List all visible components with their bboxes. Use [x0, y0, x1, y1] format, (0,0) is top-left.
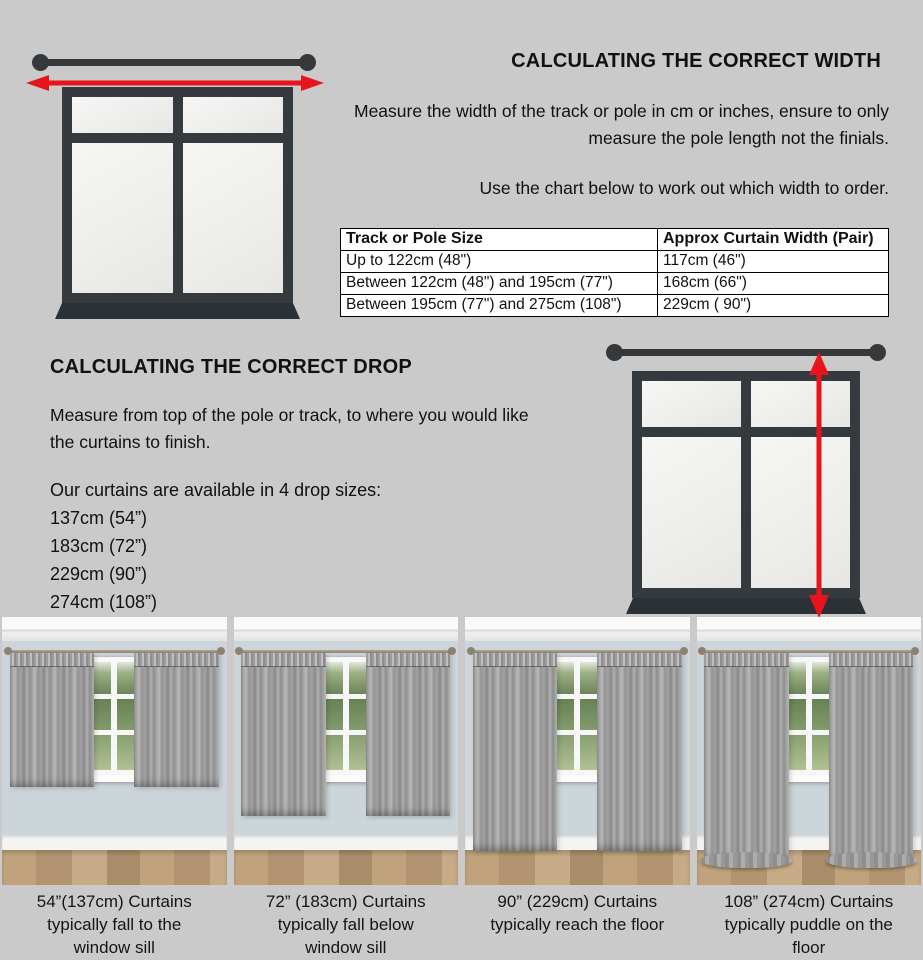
right-curtain	[134, 653, 218, 787]
window-sill-graphic	[55, 303, 300, 319]
right-curtain	[829, 653, 913, 863]
left-curtain	[10, 653, 94, 787]
drop-instructions: Measure from top of the pole or track, to where you would like the curtains to finish.	[50, 405, 529, 452]
wood-floor	[465, 850, 690, 885]
drop-sizes-intro: Our curtains are available in 4 drop sizes:	[50, 480, 382, 500]
drop-example-card	[234, 617, 459, 959]
track-size-cell: Up to 122cm (48")	[341, 251, 658, 273]
ceiling-cornice-graphic	[2, 617, 227, 641]
drop-size-item: 274cm (108”)	[50, 592, 158, 612]
skirting-board	[2, 835, 227, 850]
left-curtain	[704, 653, 788, 863]
curtain-pole-graphic	[36, 59, 312, 66]
table-header-row	[341, 229, 889, 251]
chart-instruction: Use the chart below to work out which width to order.	[479, 178, 889, 198]
track-size-cell: Between 195cm (77") and 275cm (108")	[341, 295, 658, 317]
drop-example-card	[2, 617, 227, 959]
curtain-width-cell: 229cm ( 90")	[658, 295, 889, 317]
table-row	[341, 273, 889, 295]
curtain-pole-graphic	[610, 349, 882, 356]
window-pane	[751, 381, 850, 427]
size-chart-table	[340, 228, 889, 317]
window-mullion	[111, 662, 117, 770]
window-mullion	[343, 662, 349, 770]
drop-section-title: CALCULATING THE CORRECT DROP	[50, 356, 412, 378]
drop-size-item: 137cm (54”)	[50, 508, 148, 528]
skirting-board	[234, 835, 459, 850]
window-pane	[72, 97, 173, 133]
width-section	[333, 50, 889, 199]
drop-measure-arrow-icon	[806, 352, 832, 618]
ceiling-cornice-graphic	[234, 617, 459, 641]
drop-example-card	[697, 617, 922, 959]
drop-example-caption: 108” (274cm) Curtains typically puddle on the floor	[724, 892, 894, 957]
col-header-curtain-width: Approx Curtain Width (Pair)	[658, 229, 889, 251]
window-pane	[72, 143, 173, 293]
curtain-width-cell: 168cm (66")	[658, 273, 889, 295]
drop-size-item: 229cm (90”)	[50, 564, 148, 584]
drop-examples-row	[0, 617, 923, 959]
col-header-track-size: Track or Pole Size	[341, 229, 658, 251]
ceiling-cornice-graphic	[697, 617, 922, 641]
drop-example-caption: 72” (183cm) Curtains typically fall below window sill	[265, 892, 426, 957]
left-curtain	[241, 653, 325, 816]
wood-floor	[2, 850, 227, 885]
width-section-title: CALCULATING THE CORRECT WIDTH	[511, 50, 881, 72]
window-pane	[751, 437, 850, 588]
right-curtain	[366, 653, 450, 816]
drop-size-item: 183cm (72”)	[50, 536, 148, 556]
drop-example-card	[465, 617, 690, 959]
drop-section	[50, 356, 595, 616]
left-curtain	[473, 653, 557, 851]
window-graphic	[62, 87, 293, 303]
window-pane	[183, 143, 284, 293]
drop-sizes-list	[50, 504, 595, 616]
ceiling-cornice-graphic	[465, 617, 690, 641]
window-pane	[642, 437, 741, 588]
room-photo	[697, 617, 922, 885]
window-pane	[642, 381, 741, 427]
window-mullion	[574, 662, 580, 770]
wood-floor	[234, 850, 459, 885]
drop-example-caption: 54”(137cm) Curtains typically fall to the window sill	[36, 892, 192, 957]
window-pane	[183, 97, 284, 133]
window-mullion	[806, 662, 812, 770]
drop-example-caption: 90” (229cm) Curtains typically reach the floor	[490, 892, 665, 934]
track-size-cell: Between 122cm (48") and 195cm (77")	[341, 273, 658, 295]
width-instructions: Measure the width of the track or pole in cm or inches, ensure to only measure the pole length not the finials.	[354, 101, 889, 148]
curtain-width-cell: 117cm (46")	[658, 251, 889, 273]
right-curtain	[597, 653, 681, 851]
room-photo	[234, 617, 459, 885]
room-photo	[465, 617, 690, 885]
room-photo	[2, 617, 227, 885]
table-row	[341, 251, 889, 273]
table-row	[341, 295, 889, 317]
